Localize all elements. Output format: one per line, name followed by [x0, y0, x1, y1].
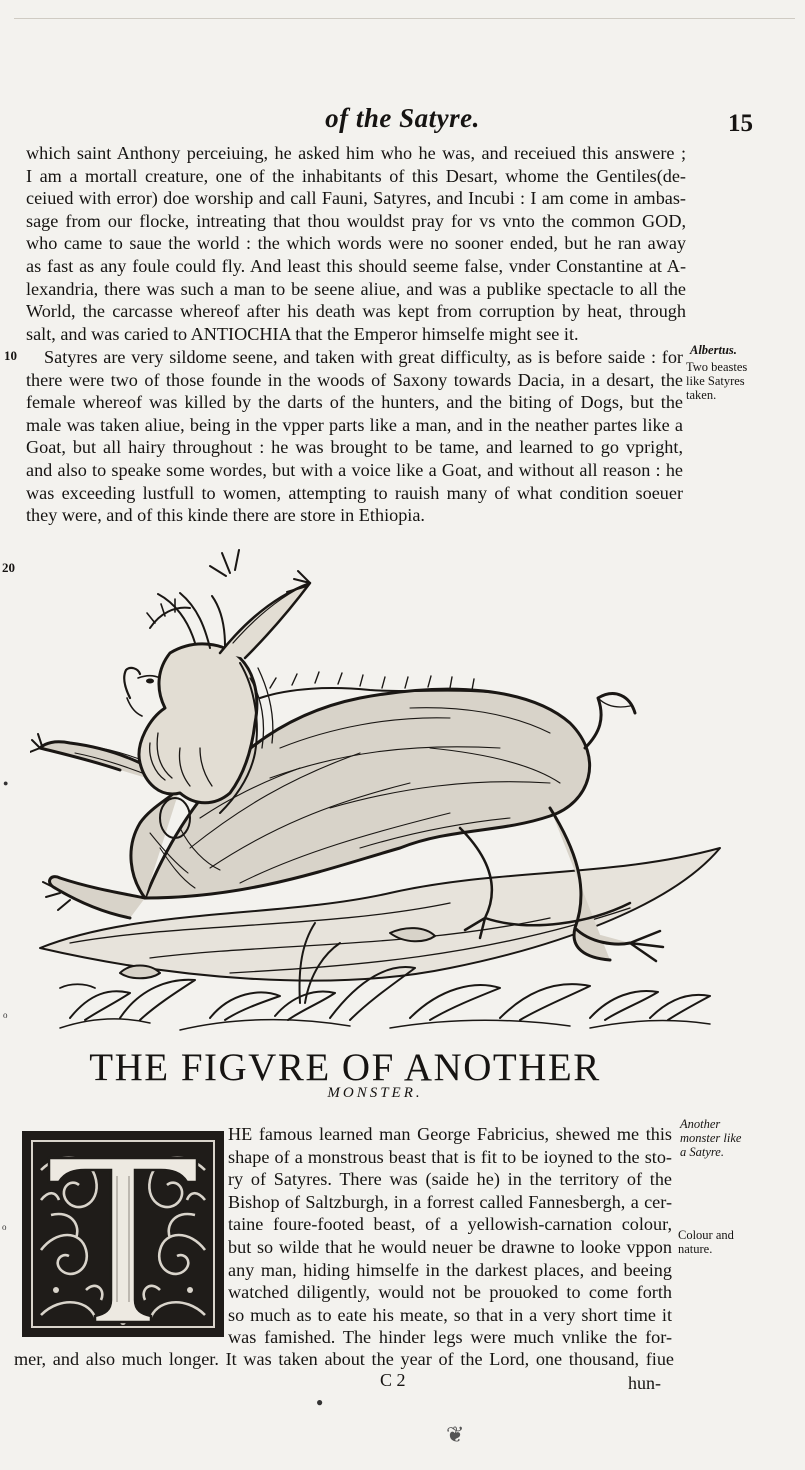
line-number-20: 20 [2, 560, 15, 575]
text-line: lexandria, there was such a man to be seene aliue, and was a publike spectacle to all the [26, 278, 686, 299]
text-line: World, the carcasse whereof after his death was kept from corruption by heat, through [26, 301, 686, 322]
text-line: Goat, but all hairy throughout : he was brought to be tame, and learned to go vpright, [26, 437, 683, 458]
satyr-woodcut-illustration [30, 548, 730, 1043]
paragraph-fabricius [228, 1123, 672, 1349]
text-line: ry of Satyres. There was (saide he) in the territory of the [228, 1169, 672, 1190]
margin-line: like Satyres [686, 374, 745, 388]
ink-blot: ❦ [446, 1422, 465, 1447]
text-line: which saint Anthony perceiuing, he asked him who he was, and receiued this answere ; [26, 143, 686, 163]
text-line: shape of a monstrous beast that is fit to be ioyned to the sto- [228, 1146, 672, 1167]
margin-line: Colour and [678, 1228, 734, 1242]
figure-title: THE FIGVRE OF ANOTHER [89, 1046, 601, 1089]
text-line: salt, and was caried to ANTIOCHIA that the Emperor himselfe might see it. [26, 323, 579, 344]
text-line: watched diligently, would not be prouoked to come forth [228, 1282, 672, 1303]
paragraph-satyres-seldom-seen [26, 346, 683, 527]
text-line: who came to saue the world : the which words were no sooner ended, but he ran away [26, 233, 686, 254]
margin-note-another-monster [680, 1117, 741, 1159]
text-line: and also to speake some wordes, but with a voice like a Goat, and without all reason : he [26, 459, 683, 480]
page-number: 15 [728, 110, 753, 137]
margin-line: taken. [686, 388, 717, 402]
text-line: any man, hiding himselfe in the darkest places, and beeing [228, 1259, 672, 1280]
text-line: male was taken aliue, being in the vpper parts like a man, and in the neather partes like a [26, 414, 683, 435]
text-line: but so wilde that he would neuer be drawne to looke vppon [228, 1236, 672, 1257]
text-line: I am a mortall creature, one of the inhabitants of this Desart, whome the Gentiles(de- [26, 165, 686, 186]
signature-mark: C 2 [380, 1370, 406, 1390]
text-line: sage from our flocke, intreating that thou wouldst pray for vs vnto the common GOD, [26, 210, 686, 231]
line-number-10: 10 [4, 348, 17, 363]
text-line: ceiued with error) doe worship and call Fauni, Satyres, and Incubi : I am come in ambas- [26, 188, 686, 209]
margin-note-two-beasts [686, 360, 747, 402]
margin-line: Two beastes [686, 360, 748, 374]
text-line: as fast as any foule could fly. And least this should seeme false, vnder Constantine at A- [26, 255, 686, 276]
text-line: mer, and also much longer. It was taken about the year of the Lord, one thousand, fiue [14, 1349, 674, 1369]
margin-line: monster like [680, 1131, 742, 1145]
text-line: HE famous learned man George Fabricius, shewed me this [228, 1124, 672, 1144]
margin-line: nature. [678, 1242, 713, 1256]
bleed-mark: o [2, 1222, 7, 1232]
margin-line: a Satyre. [680, 1145, 724, 1159]
margin-note-colour-nature [678, 1228, 734, 1256]
text-line: taine foure-footed beast, of a yellowish-carnation colour, [228, 1214, 672, 1235]
figure-subtitle: MONSTER. [327, 1085, 423, 1101]
text-line: so much as to eate his meate, so that in a very short time it [228, 1304, 672, 1325]
margin-note-albertus: Albertus. [690, 343, 737, 357]
text-line: they were, and of this kinde there are store in Ethiopia. [26, 505, 425, 526]
catchword: hun- [628, 1373, 661, 1393]
paragraph-fabricius-continued [14, 1348, 674, 1371]
text-line: female whereof was killed by the darts of the hunters, and the biting of Dogs, but the [26, 392, 683, 413]
margin-line: Another [680, 1117, 721, 1131]
running-title: of the Satyre. [325, 103, 480, 133]
text-line: Satyres are very sildome seene, and taken with great difficulty, as is before saide : for [44, 347, 683, 367]
paragraph-saint-anthony [26, 142, 686, 345]
page-edge [14, 18, 795, 19]
text-line: Bishop of Saltzburgh, in a forrest called Fannesbergh, a cer- [228, 1191, 672, 1212]
bleed-mark: o [3, 1010, 8, 1020]
text-line: was exceeding lustfull to women, attempting to rauish many of what condition soeuer [26, 482, 683, 503]
bleed-mark: ● [3, 778, 9, 788]
ink-blot: ● [316, 1395, 324, 1409]
decorated-initial-T [21, 1130, 225, 1338]
text-line: was famished. The hinder legs were much vnlike the for- [228, 1327, 672, 1348]
text-line: there were two of those founde in the woods of Saxony towards Dacia, in a desart, the [26, 369, 683, 390]
